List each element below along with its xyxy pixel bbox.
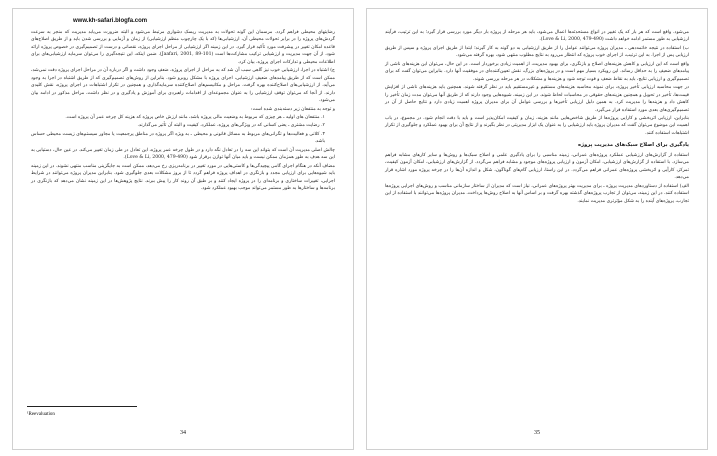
paragraph: مضاف آنکه در هنگام اجرای گامی پیچیدگی‌ها و کاستی‌هایی در مورد تغییر در برنامه‌ریزی رخ می‌دهد، ممکن است به جایگزینی مناسب منتهی نشوند. در این زمینه باید شیوه‌هایی برای ارزیابی مجدد و بازنگری در اهداف پروژه فراهم گردد تا از بروز مشکلات بعدی جلوگیری شود. بنابراین مدیران پروژه می‌توانند در شرایط اجرایی، تغییرات ساختاری و برنامه‌ای را در پروژه ایجاد کنند و بر طبق آن روند کار را پیش ببرند. نتایج پژوهش‌ها در این زمینه نشان می‌دهد که بازنگری در برنامه‌ها و ساختارها به طور مستمر می‌تواند موجب بهبود عملکرد شود. [31,163,335,192]
paragraph: واقع است که این ارزیابی و کاهش هزینه‌های اصلاح و بازنگری، برای بهبود مدیریت، از اهمیت زیادی برخوردار است. در این حال، می‌توان این هزینه‌های ناشی از پیامدهای ضعیف را به حداقل رساند. این رویکرد بسیار مهم است و در پروژه‌های بزرگ، نقش تعیین‌کننده‌ای در موفقیت آنها دارد. بنابراین می‌توان گفت که برای تصمیم‌گیری و ارزیابی نتایج، باید به نقاط ضعف و قوت توجه شود و هزینه‌ها و مشکلات در هر مرحله بررسی شوند. [385,61,689,82]
footnote-divider [27,406,137,407]
right-page [366,8,708,450]
list-item: ۳. کلانی و فعالیت‌ها و تگرانی‌های مربوط به مسائل قانونی و محیطی ـ به ویژه اگر پروژه در مناطق پرجمعیت یا مجاور سیستم‌های زیست محیطی حساس باشد. [31,131,325,145]
paragraph: ب) استفاده در نتیجه خاتمه‌دهی ـ مدیران پروژه می‌توانند عوامل را از طریق ارزشیابی به دو گونه به کار گیرند؛ ابتدا از طریق اجرای پروژه و سپس از طریق ارزیابی پس از اجرا. به این ترتیب، از اجرای خوب پروژه که انتظار می‌رود به نتایج مطلوب منتهی شود، بهره گرفته می‌شود. [385,45,689,59]
footnote: ¹Reevaluation [27,412,55,417]
list-item: ۱. منتفعان های اولیه ـ هر چیزی که مربوط به وضعیت مالی پروژه باشد، مانند ارزش خاص پروژه که هزینه کل چرخه عمر آن پروژه است. [65,114,325,120]
right-page-body [385,29,689,206]
paragraph: و توجه به منتفعان زیر دسته‌بندی شده است: [251,106,335,112]
site-url: www.kh-safari.blogfa.com [73,18,148,24]
section-heading: یادگیری برای اصلاح سبک‌های مدیریت پروژه [578,142,689,149]
paragraph: استفاده از گزارش‌های ارزشیابی عملکرد پروژه‌های عمرانی، زمینه مناسبی را برای یادگیری علمی و اصلاح سبک‌ها و روش‌ها و سایر کارهای مشابه فراهم می‌سازد. با استفاده از گزارش‌های ارزشیابی، امکان آزمون و ارزیابی پروژه‌های موجود و مشابه فراهم می‌گردد. از گزارش‌های ارزشیابی، امکان آزمون کیفیت، تمرکز، کارآیی و اثربخشی پروژه‌های عمرانی فراهم می‌گردد. در این راستا، ارزیابی گام‌های گوناگون، شکل و اندازه آن‌ها را در چرخه پروژه مورد اشاره قرار می‌دهد. [385,152,689,181]
paragraph: بنابراین، ارزیابی اثربخشی و کارایی پروژه‌ها از طریق شاخص‌هایی مانند هزینه، زمان و کیفیت امکان‌پذیر است و باید با دقت انجام شود. در مجموع، در باب اهمیت این موضوع می‌توان گفت که مدیران پروژه باید ارزشیابی را به عنوان یک ابزار مدیریتی در نظر بگیرند و از نتایج آن برای بهبود عملکرد و جلوگیری از تکرار اشتباهات استفاده کنند. [385,115,689,136]
paragraph: رضایتهای محیطی فراهم گردد. مرسمان این گونه تحولات به مدیریت ریسک دشواری مرتبط می‌شود و البته ضرورت می‌یابد مدیریت که منجر به سرعت گردش‌های پروژه را در برابر تحولات محیطی آن، ارزشیابی‌ها (که با یک چارچوب منظم ارزشیابی) از زمان و آزمایی و بررسی شدن باید و از طریق اصلاح‌های قاعده امکان تغییر در پیشرفت مورد تأکید قرار گیرد. در این زمینه اگر ارزشیابی از مراحل اجرای پروژه، نقصانی و درست از تصمیم‌گیری در خصوص پروژه ارائه شود، از آن جهت مدیریت و ارزشیابی ترکیب مشارکت‌ها است (Jaafari, 2001, 89-101). ضمن اینکه، این نتیجه‌گیری را می‌توان سرمایه ارزشیابی‌های برای اطلاعات محیطی و تدارکات اجرای پروژه، بیان کرد. [31,30,335,65]
paragraph: می‌شود. واقع است که هر بار که یک تغییر در انواع مستحدثه‌ها اعمال می‌شود، باید هر مرحله از پروژه بار دیگر مورد بررسی قرار گیرد؛ به این ترتیب، فرآیند ارزشیابی به طور مستمر ادامه خواهد داشت (Love & Li, 2000, 479-490). [385,30,689,43]
paragraph: الف) استفاده از دستاوردهای مدیریت پروژه ـ برای مدیریت بهتر پروژه‌های عمرانی، نیاز است که مدیران از ساختار سازمانی مناسب و روش‌های اجرایی پروژه‌ها استفاده کنند. در این زمینه، می‌توان از تجارب پروژه‌های گذشته بهره گرفت و بر اساس آنها به اصلاح روش‌ها پرداخت. مدیران پروژه‌ها می‌توانند با استفاده از این تجارب، پروژه‌های آینده را به شکل مؤثرتری مدیریت نمایند. [385,183,689,204]
left-page-body [31,29,335,194]
left-page [12,8,354,450]
paragraph: در جهت محاسبه ارزیابی تأخیر پروژه، برای نمونه محاسبه هزینه‌های مستقیم و غیرمستقیم باید در نظر گرفته شوند. همچنین باید هزینه‌های ناشی از افزایش قیمت‌ها، تأخیر در تحویل و همچنین هزینه‌های حقوقی در محاسبات لحاظ شوند. در این زمینه، شیوه‌هایی وجود دارند که از طریق آنها می‌توان مدت زمان تأخیر را کاهش داد و هزینه‌ها را مدیریت کرد. به همین دلیل ارزیابی تأخیرها و بررسی عوامل آن برای مدیران پروژه اهمیت زیادی دارد و نتایج حاصل از آن در تصمیم‌گیری‌های بعدی مورد استفاده قرار می‌گیرد. [385,85,689,113]
list-item: ۲. رضایت مشتری ـ یعنی کسانی که در ویژگی‌های پروژه، عملکرد، کیفیت و البته آن تأثیر می‌گذارند. [137,123,325,129]
page-number: 35 [534,430,540,436]
paragraph: چالش اصلی مدیریت آن است که بتواند این سه را در تعادل نگه دارد و در طول چرخه عمر پروژه، این تعادل در طی زمان تغییر می‌کند. در عین حال، دستیابی به این سه هدف به طور همزمان ممکن نیست و باید میان آنها توازن برقرار شود (Love & Li, 2000, 479-490). [31,147,335,161]
paragraph: ج) اشتباه در اجرا، ارزشیابی خوب نیز گاهی سبب آن شد که به مراحل از اجرای پروژه، ضعف وجود داشت و اگر درباره آن در مراحل اجرای پروژه دقت نمی‌شد، ممکن است که از طریق پیامدهای ضعیف ارزشیابی، اجرای پروژه با مشکل روبرو شود. بنابراین از روش‌های تصمیم‌گیری که از طریق اشتباه در اجرا به وجود می‌آید، از ارزشیابی‌های اصلاح‌کننده بهره گرفت. مراحل و مکانیسم‌های اصلاح‌کننده سرمایه‌گذاری و همچنین در تکرار اشتباهات در اجرای پروژه، نقش کلیدی دارند. از آنجا که می‌توان توقف ارزشیابی را به عنوان مجموعه‌ای از اقدامات راهبردی برای آموزش و یادگیری و در نظر داشت، مراحل مذکور در ادامه بیان می‌شود. [31,68,335,104]
page-number: 34 [180,430,186,436]
